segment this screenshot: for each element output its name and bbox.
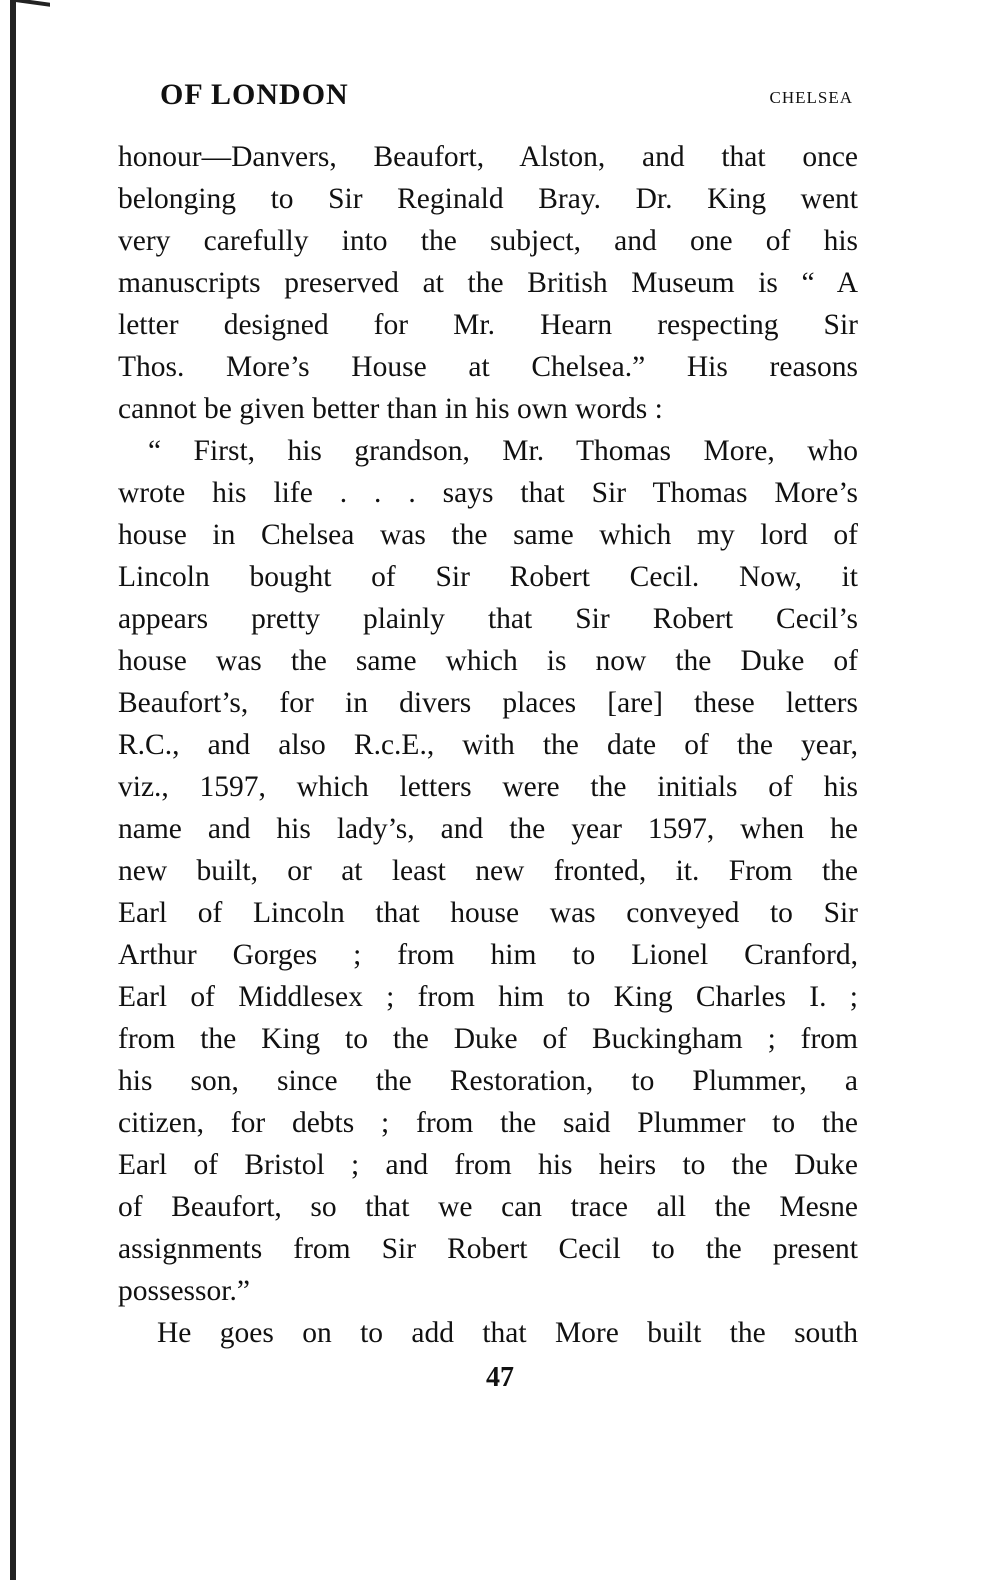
- scan-edge: [10, 0, 16, 1580]
- text-line: belonging to Sir Reginald Bray. Dr. King went: [118, 183, 858, 215]
- text-line: Arthur Gorges ; from him to Lionel Cranford,: [118, 939, 858, 971]
- text-line: his son, since the Restoration, to Plummer, a: [118, 1065, 858, 1097]
- text-line: manuscripts preserved at the British Museum is “ A: [118, 267, 858, 299]
- text-line: He goes on to add that More built the south: [157, 1317, 858, 1349]
- section-title: CHELSEA: [769, 88, 853, 107]
- text-line: possessor.”: [118, 1275, 250, 1307]
- text-line: viz., 1597, which letters were the initials of his: [118, 771, 858, 803]
- body-text: [118, 136, 858, 1354]
- text-line: Earl of Lincoln that house was conveyed to Sir: [118, 897, 858, 929]
- text-line: R.C., and also R.c.E., with the date of the year,: [118, 729, 858, 761]
- text-line: citizen, for debts ; from the said Plummer to the: [118, 1107, 858, 1139]
- text-line: wrote his life . . . says that Sir Thomas More’s: [118, 477, 858, 509]
- page-number: 47: [486, 1362, 514, 1393]
- text-line: appears pretty plainly that Sir Robert Cecil’s: [118, 603, 858, 635]
- scan-edge-corner: [10, 0, 50, 7]
- text-line: name and his lady’s, and the year 1597, when he: [118, 813, 858, 845]
- text-line: very carefully into the subject, and one of his: [118, 225, 858, 257]
- text-line: honour—Danvers, Beaufort, Alston, and that once: [118, 141, 858, 173]
- text-line: from the King to the Duke of Buckingham ; from: [118, 1023, 858, 1055]
- text-line: of Beaufort, so that we can trace all the Mesne: [118, 1191, 858, 1223]
- text-line: new built, or at least new fronted, it. From the: [118, 855, 858, 887]
- text-line: Earl of Middlesex ; from him to King Charles I. ;: [118, 981, 858, 1013]
- text-line: house in Chelsea was the same which my lord of: [118, 519, 858, 551]
- text-line: “ First, his grandson, Mr. Thomas More, who: [148, 435, 858, 467]
- text-line: letter designed for Mr. Hearn respecting Sir: [118, 309, 858, 341]
- text-line: Thos. More’s House at Chelsea.” His reasons: [118, 351, 858, 383]
- text-line: assignments from Sir Robert Cecil to the present: [118, 1233, 858, 1265]
- text-line: Lincoln bought of Sir Robert Cecil. Now, it: [118, 561, 858, 593]
- text-line: house was the same which is now the Duke of: [118, 645, 858, 677]
- text-line: Beaufort’s, for in divers places [are] these letters: [118, 687, 858, 719]
- text-line: cannot be given better than in his own words :: [118, 393, 663, 425]
- text-line: Earl of Bristol ; and from his heirs to the Duke: [118, 1149, 858, 1181]
- running-title: OF LONDON: [160, 78, 349, 111]
